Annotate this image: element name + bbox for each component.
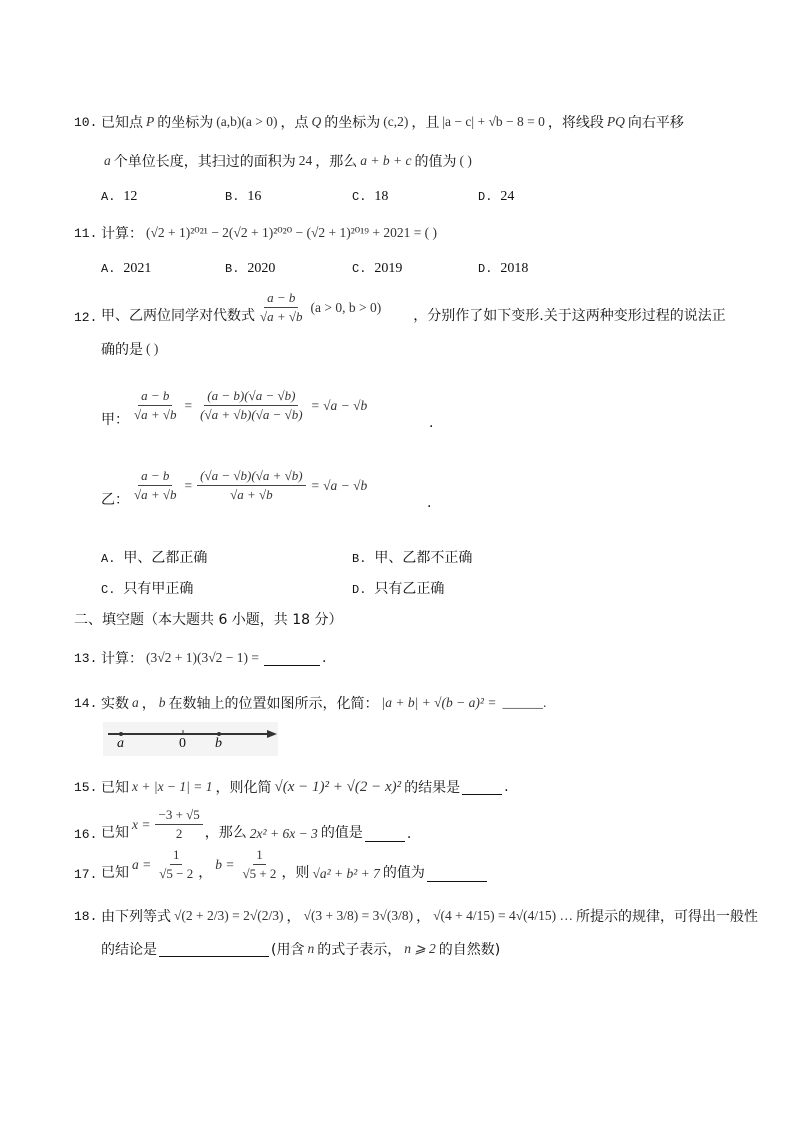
text: 的结论是: [101, 942, 157, 958]
option-a[interactable]: [101, 188, 137, 205]
question-10-line2: [101, 151, 475, 171]
question-10: [74, 112, 684, 132]
math: 2x² + 6x − 3: [249, 826, 318, 841]
question-number: 12.: [74, 310, 98, 325]
period: .: [504, 779, 509, 795]
answer-blank[interactable]: [462, 780, 502, 795]
option-d[interactable]: [478, 260, 528, 277]
text: 的自然数): [438, 942, 501, 958]
option-c[interactable]: [352, 188, 388, 205]
numerator: (√a − √b)(√a + √b): [197, 468, 305, 486]
period: .: [429, 415, 434, 431]
numerator: a − b: [138, 468, 172, 486]
question-number: 10.: [74, 114, 98, 130]
text: ，将线段: [547, 115, 604, 131]
option-b[interactable]: [352, 547, 472, 567]
text: ，: [286, 909, 301, 925]
math: |a − c| + √b − 8 = 0: [442, 114, 545, 129]
option-d[interactable]: [478, 188, 514, 205]
option-key: A.: [101, 552, 116, 566]
text: 在数轴上的位置如图所示，化简：: [168, 696, 379, 712]
option-c[interactable]: [352, 260, 402, 277]
period: .: [406, 826, 412, 842]
text: ，分别作了如下变形.关于这两种变形过程的说法正: [413, 308, 726, 324]
axis-label-b: b: [215, 736, 222, 751]
math: a + b + c: [360, 153, 412, 168]
question-16: [74, 807, 411, 842]
fraction: [156, 847, 196, 882]
axis-label-a: a: [117, 736, 124, 751]
option-key: B.: [352, 552, 367, 566]
option-value: 甲、乙都不正确: [374, 550, 473, 566]
option-value: 2021: [123, 261, 152, 276]
math: (a,b)(a > 0): [216, 114, 278, 129]
answer-blank[interactable]: ______.: [502, 695, 547, 710]
answer-paren: ( ): [459, 153, 472, 168]
text: 已知: [101, 865, 129, 881]
question-14: [74, 693, 549, 713]
answer-blank[interactable]: [159, 942, 269, 957]
numerator: a − b: [138, 388, 172, 406]
text: ，点: [280, 115, 309, 131]
question-11: [74, 223, 440, 243]
question-number: 11.: [74, 225, 98, 241]
math: 24: [298, 153, 313, 168]
text: 已知点: [101, 115, 143, 131]
math: a: [104, 153, 111, 168]
fraction: [239, 847, 279, 882]
number-line-figure: [103, 722, 278, 756]
option-key: A.: [101, 262, 116, 276]
math: (√2 + 1)²⁰²¹ − 2(√2 + 1)²⁰²⁰ − (√2 + 1)²⁰¹⁹ + 2021 = ( ): [146, 225, 438, 240]
denominator: √5 + 2: [242, 866, 277, 881]
option-value: 2019: [374, 261, 403, 276]
text: 的值是: [320, 825, 363, 841]
answer-blank[interactable]: [365, 827, 405, 842]
option-key: A.: [101, 190, 116, 204]
option-a[interactable]: [101, 547, 207, 567]
option-value: 甲、乙都正确: [123, 550, 208, 566]
question-17: [74, 847, 489, 882]
option-value: 2018: [500, 261, 529, 276]
text: 计算：: [101, 651, 143, 667]
math: (c,2): [383, 114, 409, 129]
option-value: 只有甲正确: [123, 581, 194, 597]
text: 所提示的规律，可得出一般性: [575, 909, 758, 925]
option-key: D.: [352, 583, 367, 597]
option-d[interactable]: [352, 578, 444, 598]
fraction: [131, 468, 180, 503]
numerator: (a − b)(√a − √b): [204, 388, 298, 406]
text: 的坐标为: [157, 115, 214, 131]
text: ，那么: [315, 154, 358, 170]
period: .: [427, 495, 432, 511]
fraction: [257, 290, 306, 325]
denominator: (√a + √b)(√a − √b): [200, 407, 303, 422]
question-number: 14.: [74, 695, 98, 711]
denominator: 2: [175, 826, 183, 841]
question-18-line2: [101, 939, 500, 959]
math: √(4 + 4/15) = 4√(4/15) …: [433, 908, 573, 923]
text: (用含: [271, 942, 305, 958]
option-a[interactable]: [101, 260, 151, 277]
equals: =: [184, 397, 193, 413]
equals: =: [184, 477, 193, 493]
text: 的式子表示，: [317, 942, 402, 958]
fraction: [131, 388, 180, 423]
denominator: √5 − 2: [159, 866, 194, 881]
option-value: 只有乙正确: [374, 581, 445, 597]
jia-derivation: [101, 388, 434, 431]
text: 的坐标为: [324, 115, 381, 131]
option-value: 2020: [247, 261, 276, 276]
numerator: 1: [170, 847, 183, 865]
math: P: [146, 114, 155, 129]
text: ，: [198, 865, 213, 881]
denominator: √a + √b: [230, 487, 273, 502]
numerator: −3 + √5: [155, 807, 202, 825]
option-b[interactable]: [225, 260, 275, 277]
text: 确的是: [101, 342, 143, 358]
math: √a² + b² + 7: [312, 866, 380, 881]
question-number: 18.: [74, 908, 98, 924]
option-key: B.: [225, 190, 240, 204]
text: ，那么: [204, 825, 247, 841]
number-line: [103, 722, 278, 756]
text: 的值为: [382, 865, 425, 881]
math: a =: [132, 856, 152, 872]
math: PQ: [606, 114, 625, 129]
question-number: 17.: [74, 867, 98, 882]
question-12-line2: [101, 339, 161, 359]
yi-derivation: [101, 468, 432, 511]
denominator: √a + √b: [134, 407, 177, 422]
math: a: [132, 695, 139, 710]
text: 实数: [101, 696, 129, 712]
question-number: 13.: [74, 650, 98, 666]
math: x + |x − 1| = 1: [132, 779, 213, 794]
math: n: [307, 941, 315, 956]
numerator: 1: [253, 847, 266, 865]
text: 的值为: [414, 154, 457, 170]
text: 甲、乙两位同学对代数式: [101, 308, 255, 324]
text: 向右平移: [627, 115, 684, 131]
fraction: [197, 468, 305, 503]
fraction: [197, 388, 305, 423]
math: n ⩾ 2: [404, 941, 436, 956]
answer-paren: ( ): [146, 341, 159, 356]
question-12: [74, 290, 726, 325]
option-key: C.: [352, 262, 367, 276]
label: 乙：: [101, 492, 129, 508]
option-c[interactable]: [101, 578, 193, 598]
option-value: 24: [500, 189, 515, 204]
math: (a > 0, b > 0): [310, 299, 382, 315]
question-13: [74, 648, 326, 668]
text: ，则: [281, 865, 310, 881]
text: ，且: [411, 115, 440, 131]
option-key: B.: [225, 262, 240, 276]
label: 甲：: [101, 412, 129, 428]
text: ，则化简: [215, 780, 272, 796]
text: 的结果是: [404, 780, 461, 796]
fraction: [155, 807, 202, 842]
denominator: √a + √b: [260, 309, 303, 324]
text: 计算：: [101, 226, 143, 242]
option-key: D.: [478, 190, 493, 204]
period: .: [322, 650, 327, 666]
question-number: 16.: [74, 827, 98, 842]
math: √(2 + 2/3) = 2√(2/3): [174, 908, 284, 923]
math: b =: [215, 856, 235, 872]
text: 已知: [101, 780, 129, 796]
math: √(3 + 3/8) = 3√(3/8): [303, 908, 414, 923]
text: 由下列等式: [101, 909, 171, 925]
numerator: a − b: [264, 290, 298, 308]
option-value: 16: [247, 189, 262, 204]
option-key: D.: [478, 262, 493, 276]
option-value: 12: [123, 189, 138, 204]
math: |a + b| + √(b − a)² =: [381, 695, 497, 710]
question-18: [74, 906, 758, 926]
question-15: [74, 777, 509, 797]
option-key: C.: [352, 190, 367, 204]
answer-blank[interactable]: [427, 867, 487, 882]
option-b[interactable]: [225, 188, 261, 205]
math: √(x − 1)² + √(2 − x)²: [274, 778, 402, 795]
axis-label-zero: 0: [179, 736, 186, 751]
section-heading: 二、填空题（本大题共 6 小题，共 18 分）: [74, 612, 343, 628]
math: x =: [132, 816, 151, 832]
answer-blank[interactable]: [264, 651, 320, 666]
question-number: 15.: [74, 779, 98, 795]
math: = √a − √b: [310, 397, 368, 413]
math: = √a − √b: [310, 477, 368, 493]
text: ，: [141, 696, 156, 712]
math: (3√2 + 1)(3√2 − 1) =: [146, 650, 260, 665]
option-key: C.: [101, 583, 116, 597]
text: 已知: [101, 825, 129, 841]
option-value: 18: [374, 189, 389, 204]
text: 个单位长度，其扫过的面积为: [113, 154, 296, 170]
text: ，: [416, 909, 431, 925]
math: b: [158, 695, 166, 710]
denominator: √a + √b: [134, 487, 177, 502]
math: Q: [311, 114, 322, 129]
